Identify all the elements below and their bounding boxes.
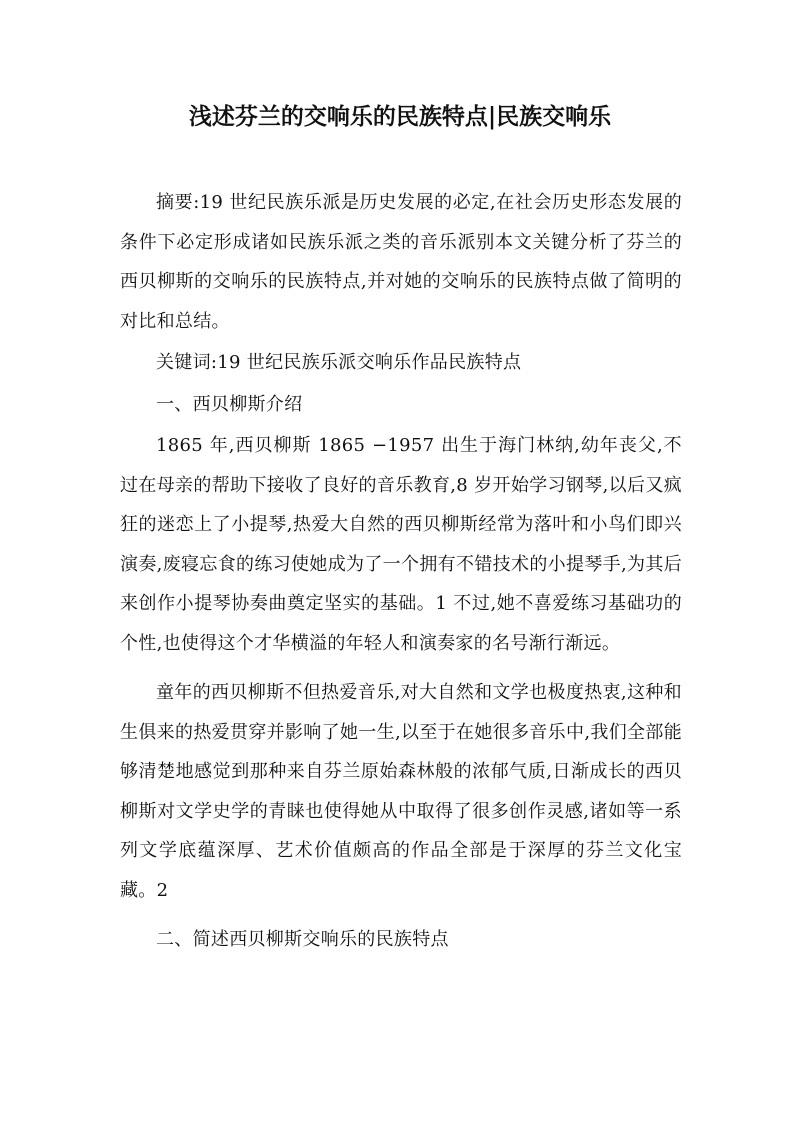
document-title: 浅述芬兰的交响乐的民族特点|民族交响乐 xyxy=(188,103,612,130)
section-heading-2: 二、简述西贝柳斯交响乐的民族特点 xyxy=(156,929,449,950)
body-paragraph-2: 童年的西贝柳斯不但热爱音乐,对大自然和文学也极度热衷,这种和生俱来的热爱贯穿并影响了她一生,以至于在她很多音乐中,我们全部能够清楚地感觉到那种来自芬兰原始森林般的浓郁气质,日渐成长的西贝柳斯对文学史学的青睐也使得她从中取得了很多创作灵感,诸如等一系列文学底蕴深厚、艺术价值颇高的作品全部是于深厚的芬兰文化宝藏。2 xyxy=(120,682,682,901)
abstract-paragraph: 摘要:19 世纪民族乐派是历史发展的必定,在社会历史形态发展的条件下必定形成诸如民族乐派之类的音乐派别本文关键分析了芬兰的西贝柳斯的交响乐的民族特点,并对她的交响乐的民族特点做了简明的对比和总结。 xyxy=(120,192,682,332)
keywords-paragraph: 关键词:19 世纪民族乐派交响乐作品民族特点 xyxy=(156,352,522,373)
document-body xyxy=(120,183,682,962)
body-paragraph-1: 1865 年,西贝柳斯 1865 −1957 出生于海门林纳,幼年丧父,不过在母亲的帮助下接收了良好的音乐教育,8 岁开始学习钢琴,以后又疯狂的迷恋上了小提琴,热爱大自然的西贝柳斯经常为落叶和小鸟们即兴演奏,废寝忘食的练习使她成为了一个拥有不错技术的小提琴手,为其后来创作小提琴协奏曲奠定坚实的基础。1 不过,她不喜爱练习基础功的个性,也使得这个才华横溢的年轻人和演奏家的名号渐行渐远。 xyxy=(120,435,682,654)
section-heading-1: 一、西贝柳斯介绍 xyxy=(156,393,303,415)
